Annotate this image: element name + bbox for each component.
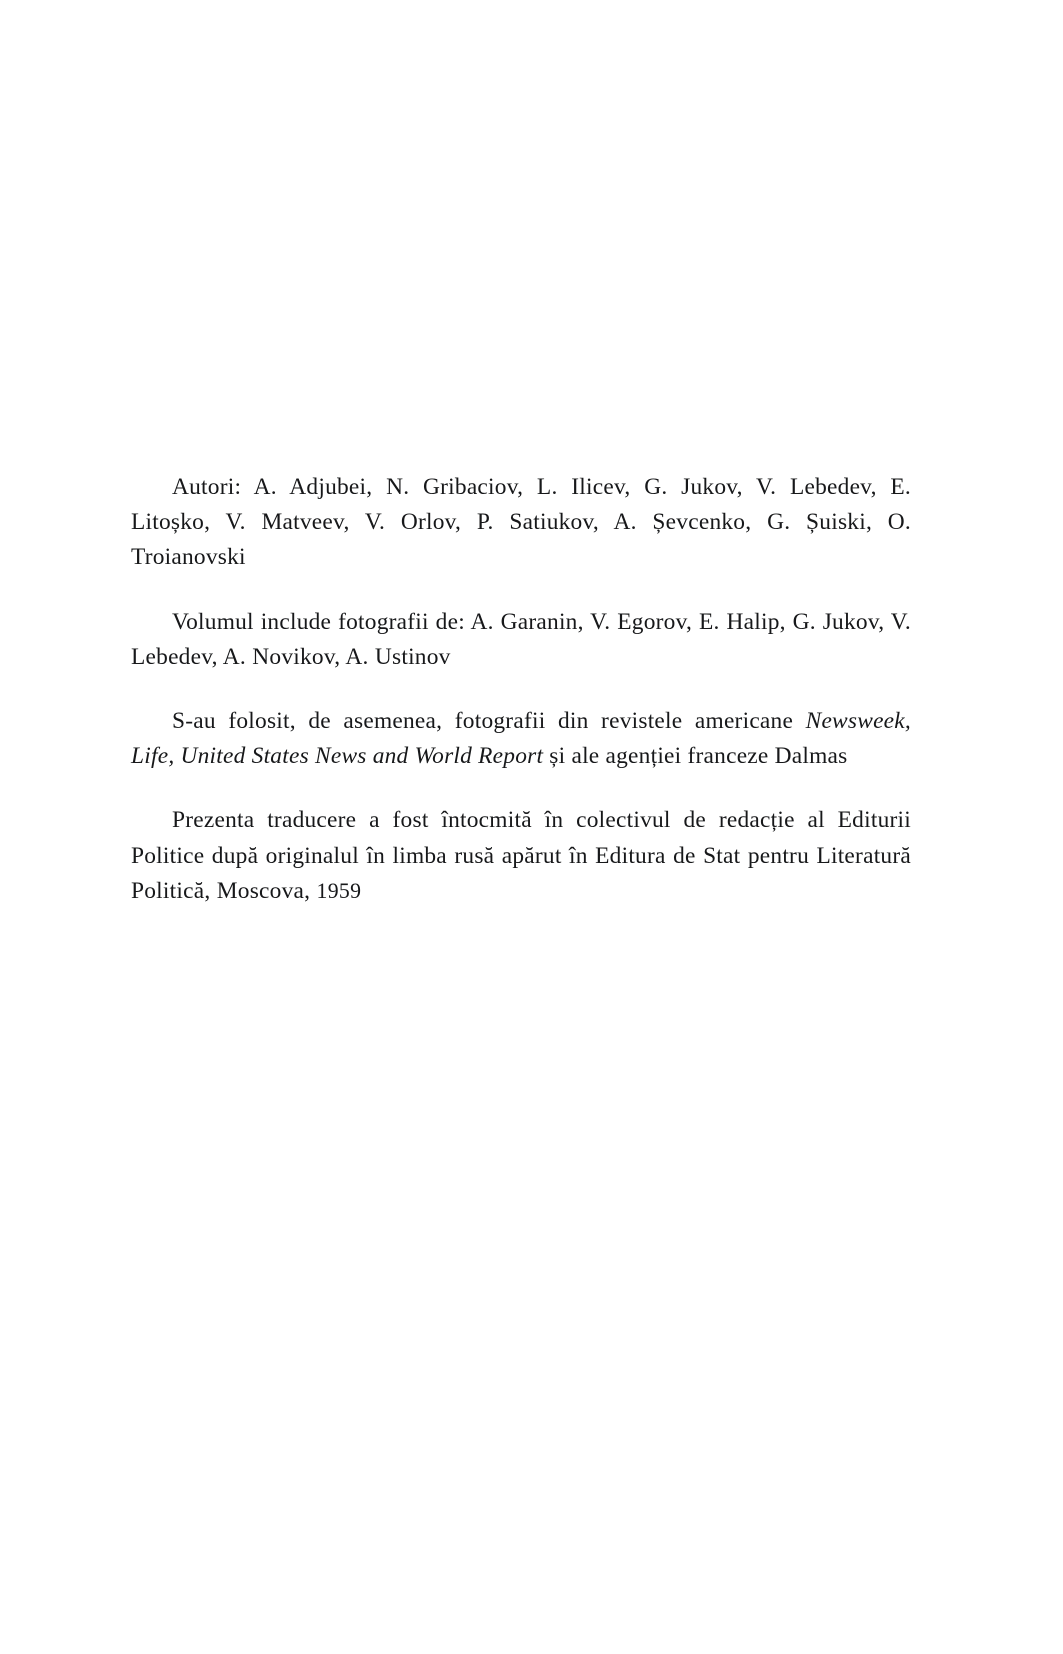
paragraph-photographers: Volumul include fotografii de: A. Garanin, V. Egorov, E. Halip, G. Jukov, V. Lebedev, A. Novikov, A. Ustinov (131, 608, 911, 670)
publication-year: 1959 (316, 878, 362, 903)
paragraph-magazine-sources (131, 704, 911, 774)
magazine-sources-tail: și ale agenției franceze Dalmas (543, 743, 848, 770)
translation-note-lead: Prezenta traducere a fost întocmită în colectivul de redacție al Editurii Politice după originalul în limba rusă apărut în Editura de Stat pentru Literatură Politică, Moscova, (131, 807, 911, 904)
paragraph-translation-note (131, 803, 911, 909)
credits-text-block (131, 470, 911, 909)
magazine-titles-italic: Newsweek, Life, United States News and World Report (131, 708, 911, 770)
magazine-sources-lead: S-au folosit, de asemenea, fotografii din revistele americane (172, 708, 806, 735)
paragraph-authors: Autori: A. Adjubei, N. Gribaciov, L. Ilicev, G. Jukov, V. Lebedev, E. Litoșko, V. Matveev, V. Orlov, P. Satiukov, A. Șevcenko, G. Șuiski, O. Troianovski (131, 474, 911, 571)
